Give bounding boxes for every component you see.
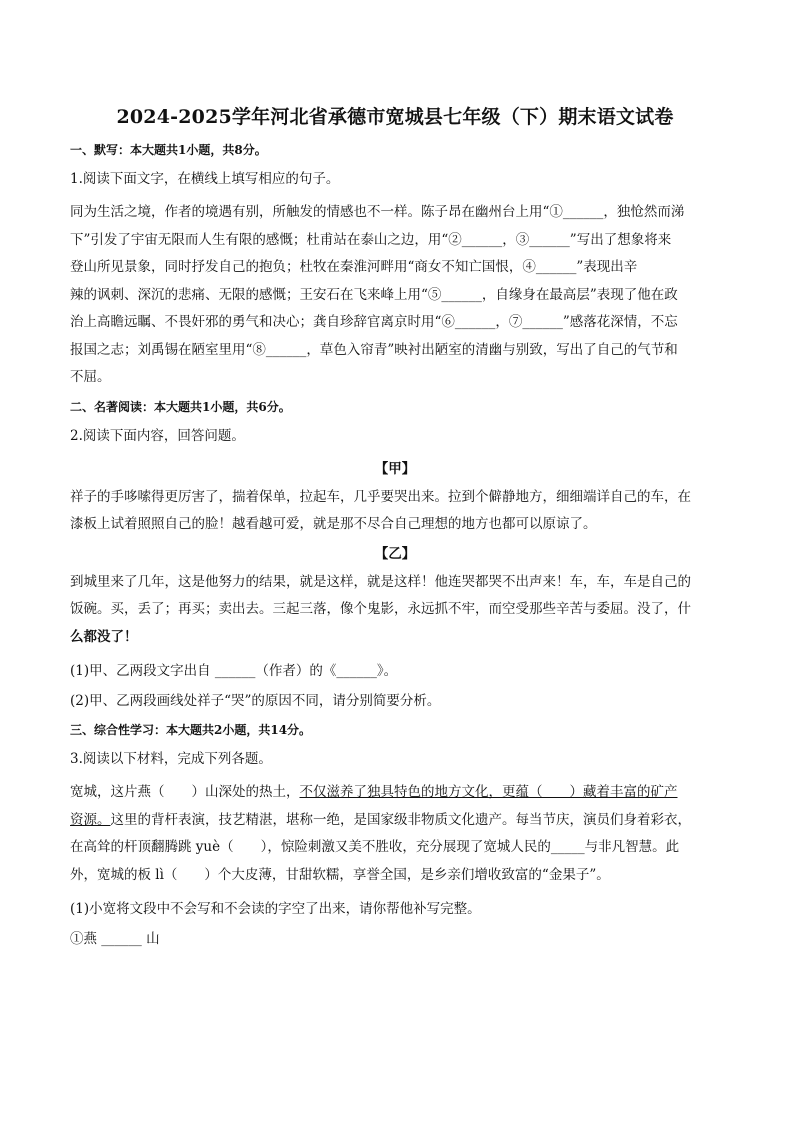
q1-line: 报国之志；刘禹锡在陋室里用“⑧______，草色入帘青”映衬出陋室的清幽与别致，写出了自己的气节和 xyxy=(70,341,678,358)
q3-line-2 xyxy=(70,807,720,835)
question-1-prompt: 1.阅读下面文字，在横线上填写相应的句子。 xyxy=(70,171,340,187)
q1-line: 同为生活之境，作者的境遇有别，所触发的情感也不一样。陈子昂在幽州台上用“①______，独怆然而涕 xyxy=(70,204,685,220)
q3-line-4: 外，宽城的板 lì（ ）个大皮薄，甘甜软糯，享誉全国，是乡亲们增收致富的“金果子”。 xyxy=(70,866,610,883)
q1-line: 治上高瞻远瞩、不畏奸邪的勇气和决心；龚自珍辞官离京时用“⑥______，⑦______”感落花深情，不忘 xyxy=(70,314,678,330)
q3-text: 这里的背杆表演，技艺精湛，堪称一绝，是国家级非物质文化遗产。每当节庆，演员们身着彩衣， xyxy=(110,811,691,828)
q2-subquestion-1: (1)甲、乙两段文字出自 ______（作者）的《______》。 xyxy=(70,663,398,679)
passage-yi-label: 【乙】 xyxy=(374,545,416,562)
q1-line: 下”引发了宇宙无限而人生有限的感慨；杜甫站在泰山之边，用“②______，③______”写出了想象将来 xyxy=(70,231,672,248)
section-heading-1: 一、默写：本大题共1小题，共8分。 xyxy=(70,143,267,157)
passage-yi-line: 饭碗。买，丢了；再买；卖出去。三起三落，像个鬼影，永远抓不牢，而空受那些辛苦与委屈。没了，什 xyxy=(70,601,691,617)
passage-jia-line: 漆板上试着照照自己的脸！越看越可爱，就是那不尽合自己理想的地方也都可以原谅了。 xyxy=(70,516,597,532)
q3-subquestion-1: (1)小宽将文段中不会写和不会读的字空了出来，请你帮他补写完整。 xyxy=(70,901,481,917)
question-2-prompt: 2.阅读下面内容，回答问题。 xyxy=(70,427,245,444)
q1-line: 不屈。 xyxy=(70,369,111,385)
q3-subquestion-1-item: ①燕 ______ 山 xyxy=(70,931,160,947)
q3-underlined-text: 不仅滋养了独具特色的地方文化，更蕴（ ）藏着丰富的矿产 xyxy=(299,784,678,800)
q2-subquestion-2: (2)甲、乙两段画线处祥子“哭”的原因不同，请分别简要分析。 xyxy=(70,693,441,709)
question-1-body xyxy=(70,199,720,392)
q1-line: 辣的讽刺、深沉的悲痛、无限的感慨；王安石在飞来峰上用“⑤______，自缘身在最高层”表现了他在政 xyxy=(70,286,678,303)
q3-text: 宽城，这片燕（ ）山深处的热土， xyxy=(70,784,300,800)
section-heading-3: 三、综合性学习：本大题共2小题，共14分。 xyxy=(70,723,312,737)
page-title: 2024-2025学年河北省承德市宽城县七年级（下）期末语文试卷 xyxy=(116,106,674,128)
passage-yi-line: 么都没了！ xyxy=(70,628,138,645)
q3-line-3: 在高耸的杆顶翻腾跳 yuè（ ），惊险刺激又美不胜收，充分展现了宽城人民的_____与非凡智慧。此 xyxy=(70,839,680,855)
section-heading-2: 二、名著阅读：本大题共1小题，共6分。 xyxy=(70,399,291,414)
passage-jia-line: 祥子的手哆嗦得更厉害了，揣着保单，拉起车，几乎要哭出来。拉到个僻静地方，细细端详自己的车，在 xyxy=(70,488,691,505)
q3-underlined-text: 资源。 xyxy=(70,811,111,828)
q3-line-1 xyxy=(70,779,720,807)
exam-page xyxy=(70,102,720,959)
q1-line: 登山所见景象，同时抒发自己的抱负；杜牧在秦淮河畔用“商女不知亡国恨，④______”表现出辛 xyxy=(70,259,638,275)
passage-jia-label: 【甲】 xyxy=(374,460,416,477)
passage-yi-line: 到城里来了几年，这是他努力的结果，就是这样，就是这样！他连哭都哭不出声来！车，车，车是自己的 xyxy=(70,573,691,590)
question-3-prompt: 3.阅读以下材料，完成下列各题。 xyxy=(70,751,272,767)
